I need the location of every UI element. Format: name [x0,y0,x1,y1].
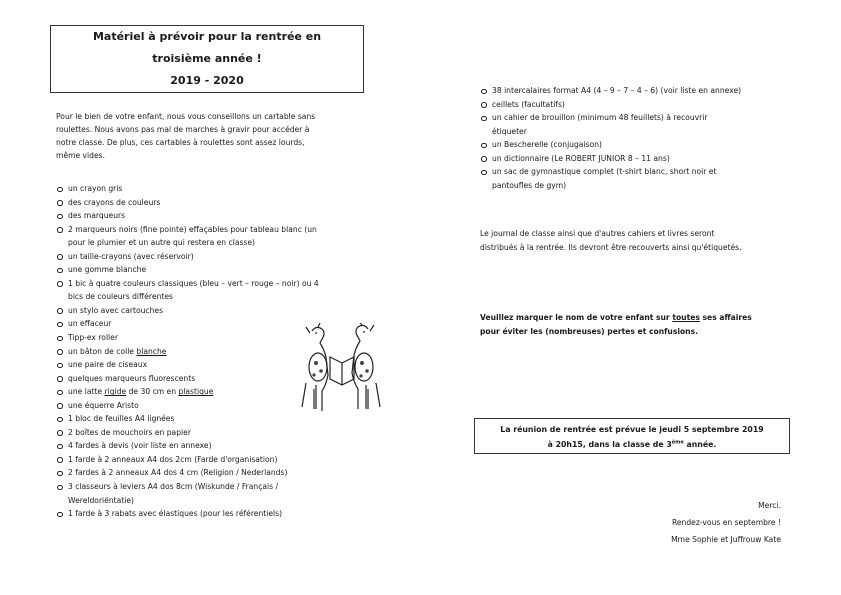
intro-line: notre classe. De plus, ces cartables à roulettes sont assez lourds, [56,138,305,147]
list-item-continuation: Wereldoriëntatie) [68,495,135,505]
mark-names-paragraph [480,311,790,338]
list-item-text: un cahier de brouillon (minimum 48 feuillets) à recouvrir [492,113,708,123]
list-item: 1 farde à 2 anneaux A4 dos 2cm (Farde d'organisation) [56,453,356,467]
journal-line: Le journal de classe ainsi que d'autres cahiers et livres seront [480,229,715,238]
list-item: une équerre Aristo [56,399,356,413]
underlined-word: rigide [104,387,127,397]
superscript: ème [671,439,684,446]
list-item: des crayons de couleurs [56,196,356,210]
list-item: un crayon gris [56,182,356,196]
intro-line: roulettes. Nous avons pas mal de marches à gravir pour accéder à [56,125,310,134]
list-item [56,223,356,250]
intro-line: même vides. [56,151,106,160]
teachers-names: Mme Sophie et Juffrouw Kate [671,535,781,544]
mark-text: ses affaires [699,313,752,322]
list-item: 4 fardes à devis (voir liste en annexe) [56,439,356,453]
list-item: 2 boîtes de mouchoirs en papier [56,426,356,440]
list-item: une paire de ciseaux [56,358,356,372]
list-item-continuation: pour le plumier et un autre qui restera en classe) [68,238,256,248]
list-item-text: 3 classeurs à leviers A4 dos 8cm (Wiskunde / Français / [68,482,279,492]
list-item-continuation: bics de couleurs différentes [68,292,173,302]
list-item-text: 1 bic à quatre couleurs classiques (bleu – vert – rouge – noir) ou 4 [68,278,319,288]
list-item: ceillets (facultatifs) [480,98,790,112]
giraffes-illustration [298,323,388,419]
list-item: des marqueurs [56,209,356,223]
journal-line: distribués à la rentrée. Ils devront être recouverts ainsi qu'étiquetés. [480,242,742,252]
list-item-text: de 30 cm en [126,387,179,397]
list-item: 1 bloc de feuilles A4 lignées [56,412,356,426]
list-item: 1 farde à 3 rabats avec élastiques (pour les référentiels) [56,507,356,521]
title-line-2: troisième année ! [152,52,262,65]
thanks-line: Merci. [758,501,781,510]
list-item: un stylo avec cartouches [56,304,356,318]
meeting-line-2 [475,437,789,452]
list-item: quelques marqueurs fluorescents [56,372,356,386]
intro-line: Pour le bien de votre enfant, nous vous conseillons un cartable sans [56,112,316,121]
list-item-text: une latte [68,387,105,397]
list-item: un dictionnaire (Le ROBERT JUNIOR 8 – 11 ans) [480,152,790,166]
underlined-word: plastique [178,387,214,397]
title-line-1: Matériel à prévoir pour la rentrée en [92,30,322,43]
journal-paragraph [480,227,790,254]
list-item: 2 fardes à 2 anneaux A4 dos 4 cm (Religion / Nederlands) [56,466,356,480]
title-box [50,25,364,93]
meeting-text: année. [683,440,717,449]
list-item [480,165,790,192]
mark-text: Veuillez marquer le nom de votre enfant sur [480,313,673,322]
list-item: une gomme blanche [56,263,356,277]
title-year: 2019 - 2020 [170,74,244,87]
list-item: Tipp-ex roller [56,331,356,345]
list-item-text: un sac de gymnastique complet (t-shirt blanc, short noir et [492,167,717,177]
signature-block [671,497,781,548]
supplies-list-right [480,84,790,192]
see-you-line: Rendez-vous en septembre ! [671,518,781,527]
meeting-text: à 20h15, dans la classe de 3 [547,440,672,449]
mark-text: pour éviter les (nombreuses) pertes et confusions. [480,326,698,336]
list-item: un Bescherelle (conjugaison) [480,138,790,152]
intro-paragraph [56,110,356,162]
list-item-continuation: étiqueter [492,126,527,136]
list-item: un effaceur [56,317,356,331]
list-item-text: un bâton de colle [68,346,137,356]
list-item-continuation: pantoufles de gym) [492,180,567,190]
list-item [480,111,790,138]
list-item-text: 2 marqueurs noirs (fine pointe) effaçables pour tableau blanc (un [68,224,317,234]
meeting-line-1: La réunion de rentrée est prévue le jeudi 5 septembre 2019 [500,425,764,434]
list-item: 38 intercalaires format A4 (4 – 9 – 7 – 4 – 6) (voir liste en annexe) [480,84,790,98]
list-item: un taille-crayons (avec réservoir) [56,250,356,264]
meeting-notice-box [474,418,790,454]
list-item [56,480,356,507]
list-item [56,277,356,304]
underlined-word: blanche [136,346,167,356]
underlined-word: toutes [672,313,700,322]
